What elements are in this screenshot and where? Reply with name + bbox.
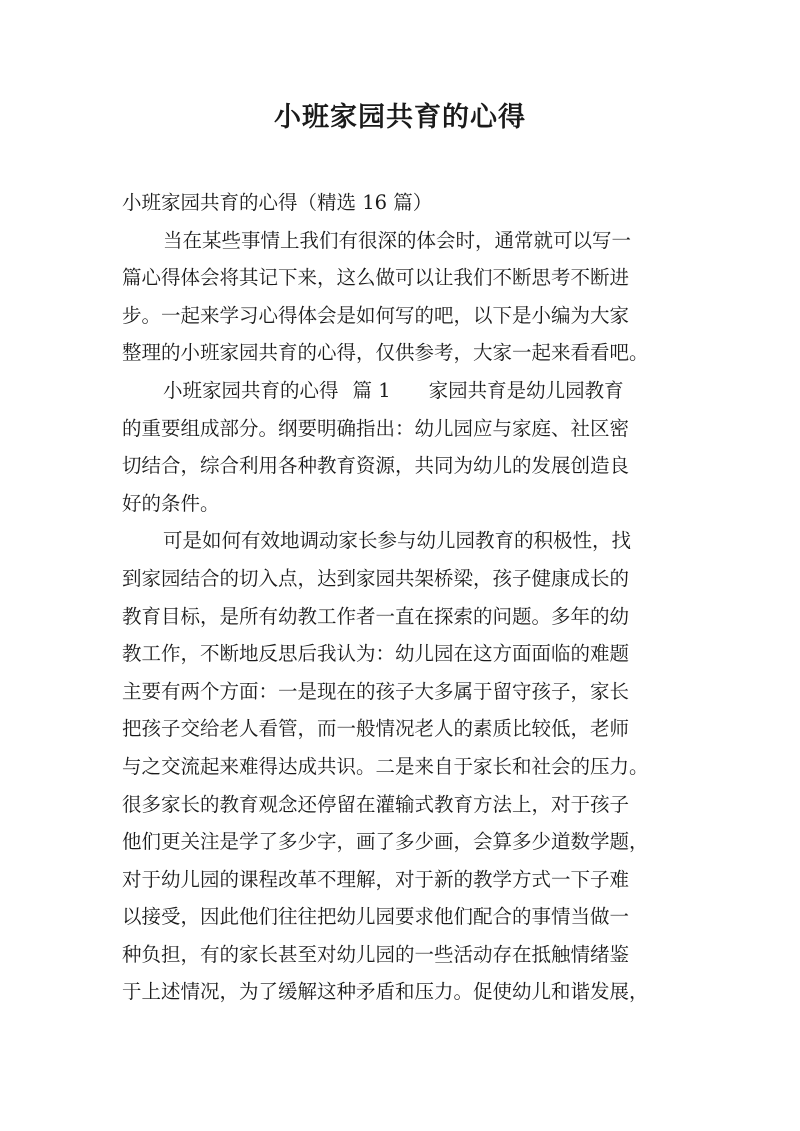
document-body <box>122 184 682 1011</box>
intro-line: 篇心得体会将其记下来，这么做可以让我们不断思考不断进 <box>122 266 630 290</box>
paragraph2-line: 于上述情况，为了缓解这种矛盾和压力。促使幼儿和谐发展， <box>122 980 649 1004</box>
paragraph2-line: 教工作，不断地反思后我认为：幼儿园在这方面面临的难题 <box>122 642 630 666</box>
section1-label: 篇 1 <box>352 378 391 402</box>
intro-line: 当在某些事情上我们有很深的体会时，通常就可以写一 <box>163 228 632 252</box>
intro-line: 步。一起来学习心得体会是如何写的吧，以下是小编为大家 <box>122 303 630 327</box>
paragraph2-line: 很多家长的教育观念还停留在灌输式教育方法上，对于孩子 <box>122 792 630 816</box>
paragraph2-line: 把孩子交给老人看管，而一般情况老人的素质比较低，老师 <box>122 717 630 741</box>
intro-line: 整理的小班家园共育的心得，仅供参考，大家一起来看看吧。 <box>122 341 649 365</box>
paragraph2-line: 到家园结合的切入点，达到家园共架桥梁，孩子健康成长的 <box>122 566 630 590</box>
section1-line: 切结合，综合利用各种教育资源，共同为幼儿的发展创造良 <box>122 454 630 478</box>
section1-first-text: 家园共育是幼儿园教育 <box>428 378 624 402</box>
section1-heading-line <box>122 372 682 410</box>
section1-heading: 小班家园共育的心得 <box>163 378 339 402</box>
section1-line: 好的条件。 <box>122 491 220 515</box>
paragraph2-line: 他们更关注是学了多少字，画了多少画，会算多少道数学题， <box>122 830 649 854</box>
paragraph2-line: 与之交流起来难得达成共识。二是来自于家长和社会的压力。 <box>122 754 649 778</box>
paragraph2-line: 对于幼儿园的课程改革不理解，对于新的教学方式一下子难 <box>122 867 630 891</box>
paragraph2-line: 种负担，有的家长甚至对幼儿园的一些活动存在抵触情绪鉴 <box>122 942 630 966</box>
paragraph2-line: 教育目标，是所有幼教工作者一直在探索的问题。多年的幼 <box>122 604 630 628</box>
section1-line: 的重要组成部分。纲要明确指出：幼儿园应与家庭、社区密 <box>122 416 630 440</box>
paragraph2-line: 可是如何有效地调动家长参与幼儿园教育的积极性，找 <box>163 529 632 553</box>
paragraph2-line: 以接受，因此他们往往把幼儿园要求他们配合的事情当做一 <box>122 905 630 929</box>
document-title: 小班家园共育的心得 <box>274 102 526 133</box>
paragraph2-line: 主要有两个方面：一是现在的孩子大多属于留守孩子，家长 <box>122 679 630 703</box>
document-subtitle: 小班家园共育的心得（精选 16 篇） <box>122 191 433 214</box>
